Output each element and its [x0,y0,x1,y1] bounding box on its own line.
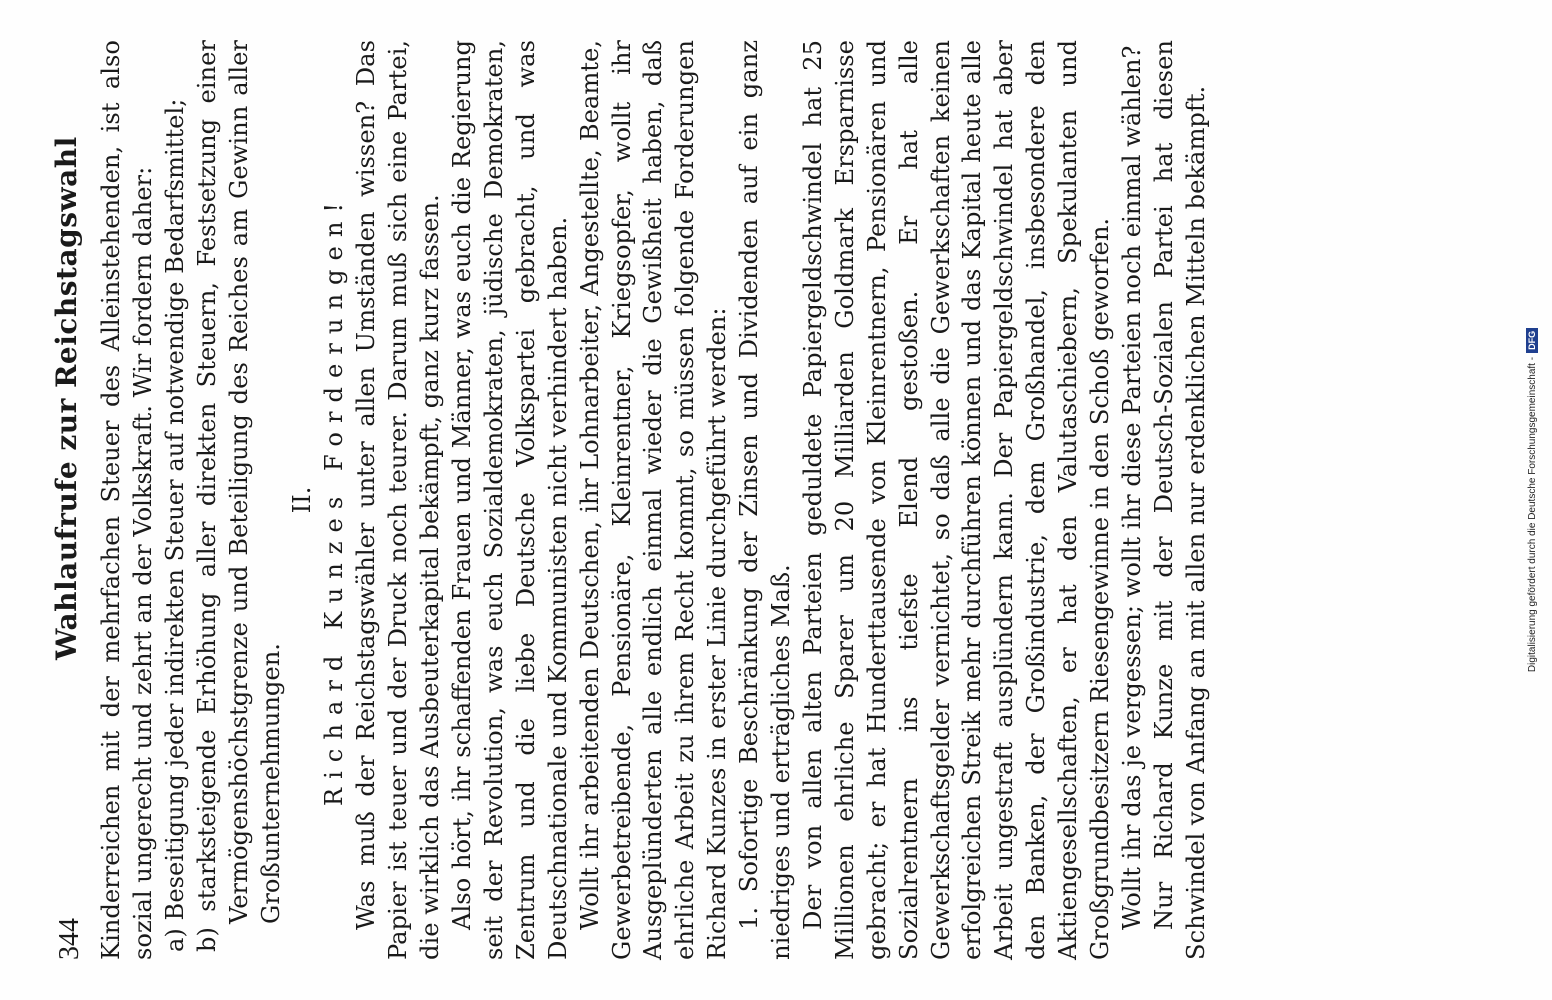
paragraph-1: Was muß der Reichstagswähler unter allen Umständen wissen? Das Papier ist teuer und der Druck noch teurer. Darum muß sich eine Partei, die wirklich das Ausbeuterkapital bekämpft, ganz kurz fassen. [352,40,445,960]
digitization-note-text: Digitalisierung gefördert durch die Deutsche Forschungsgemeinschaft - [1527,356,1538,673]
paragraph-6: Nur Richard Kunze mit der Deutsch-Sozialen Partei hat diesen Schwindel von Anfang an mit allen nur erdenklichen Mitteln bekämpft. [1149,40,1210,960]
running-title: Wahlaufrufe zur Reichstagswahl [50,136,83,660]
paragraph-2: Also hört, ihr schaffenden Frauen und Männer, was euch die Regierung seit der Revolution, was euch Sozialdemokraten, jüdische Demokraten, Zentrum und die liebe Deutsche Volkspartei gebracht, und was Deutschnationale und Kommunisten nicht verhindert haben. [447,40,572,960]
section-heading: Richard Kunzes Forderungen! [320,193,349,807]
paragraph-intro: Kinderreichen mit der mehrfachen Steuer des Alleinstehenden, ist also sozial ungerecht und zehrt an der Volkskraft. Wir fordern daher: [97,40,157,960]
body-text [96,40,1213,960]
rotated-text-block [50,40,1340,960]
list-item-1: 1. Sofortige Beschränkung der Zinsen und Dividenden auf ein ganz niedriges und erträgliches Maß. [735,40,796,960]
paragraph-5: Wollt ihr das je vergessen; wollt ihr diese Parteien noch einmal wählen? [1118,45,1146,930]
digitization-note [1520,10,1546,990]
paragraph-3: Wollt ihr arbeitenden Deutschen, ihr Lohnarbeiter, Angestellte, Beamte, Gewerbetreibende, Pensionäre, Kleinrentner, Kriegsopfer, wollt ihr Ausgeplünderten alle endlich einmal wieder die Gewißheit haben, daß ehrliche Arbeit zu ihrem Recht kommt, so müssen folgende Forderungen Richard Kunzes in erster Linie durchgeführt werden: [575,40,732,960]
list-item-b: b) starksteigende Erhöhung aller direkten Steuern, Festsetzung einer Vermögenshöchstgrenze und Beteiligung des Reiches am Gewinn aller Großunternehmungen. [192,40,285,952]
page-number: 344 [54,918,85,960]
list-item-a: a) Beseitigung jeder indirekten Steuer auf notwendige Bedarfsmittel; [160,98,189,952]
page-header [50,40,96,960]
section-numeral: II. [288,486,317,514]
paragraph-4: Der von allen alten Parteien geduldete Papiergeldschwindel hat 25 Millionen ehrliche Sparer um 20 Milliarden Goldmark Ersparnisse gebracht; er hat Hunderttausende von Kleinrentnern, Pensionären und Sozialrentnern ins tiefste Elend gestoßen. Er hat alle Gewerkschaftsgelder vernichtet, so daß alle die Gewerkschaften keinen erfolgreichen Streik mehr durchführen können und das Kapital heute alle Arbeit ungestraft ausplündern kann. Der Papiergeldschwindel hat aber den Banken, der Großindustrie, dem Großhandel, insbesondere den Aktiengesellschaften, er hat den Valutaschiebern, Spekulanten und Großgrundbesitzern Riesengewinne in den Schoß geworfen. [798,40,1115,960]
dfg-logo: DFG [1526,328,1538,353]
